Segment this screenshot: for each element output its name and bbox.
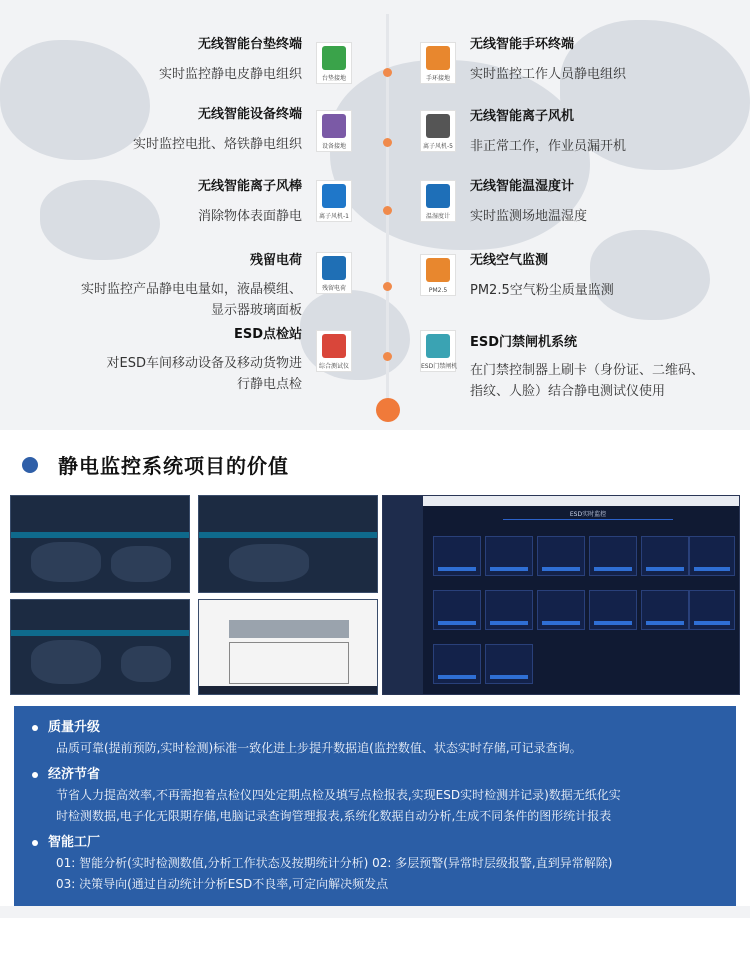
- fan-icon: 离子风机-5: [420, 110, 456, 152]
- value-info-panel: [14, 706, 736, 906]
- feature-title: 无线智能离子风棒: [197, 179, 302, 194]
- feature-desc: 行静电点检: [236, 377, 302, 392]
- info-text: 节省人力提高效率,不再需抱着点检仪四处定期点检及填写点检报表,实现ESD实时检测并记录)数据无纸化实: [56, 788, 621, 802]
- feature-desc: 消除物体表面静电: [197, 209, 302, 224]
- info-text: 01: 智能分析(实时检测数值,分析工作状态及按期统计分析) 02: 多层预警(异常时层级报警,直到异常解除): [56, 856, 613, 870]
- feature-ion-fan: [470, 108, 626, 157]
- info-quality: [48, 718, 736, 759]
- info-smart-factory: [48, 833, 736, 895]
- feature-wrist-strap: [470, 36, 626, 85]
- feature-residual-charge: [81, 252, 302, 321]
- feature-desc: 非正常工作，作业员漏开机: [470, 139, 627, 154]
- test-station-icon: 综合测试仪: [316, 330, 352, 372]
- feature-esd-check-station: [107, 326, 302, 395]
- screenshot-map-1: [10, 495, 190, 593]
- feature-desc: 实时监测场地温湿度: [470, 209, 588, 224]
- section-title: 静电监控系统项目的价值: [58, 454, 289, 478]
- screenshot-collage: [10, 495, 740, 700]
- feature-title: ESD点检站: [233, 327, 302, 342]
- dashboard-title: ESD实时监控: [503, 510, 673, 520]
- feature-desc: 实时监控静电皮静电组织: [158, 67, 302, 82]
- info-text: 品质可靠(提前预防,实时检测)标准一致化进上步提升数据追(监控数值、状态实时存储,可记录查询。: [56, 741, 582, 755]
- feature-desc: 在门禁控制器上刷卡（身份证、二维码、: [470, 363, 705, 378]
- lightning-icon: 残留电荷: [316, 252, 352, 294]
- feature-desk-mat: [159, 36, 302, 85]
- wrist-strap-icon: 手环接地: [420, 42, 456, 84]
- ionizer-icon: 离子风机-1: [316, 180, 352, 222]
- feature-ion-bar: [198, 178, 302, 227]
- timeline-end-dot: [376, 398, 400, 422]
- feature-title: 无线智能设备终端: [197, 107, 302, 122]
- feature-title: 无线智能温湿度计: [470, 179, 575, 194]
- air-monitor-icon: PM2.5: [420, 254, 456, 296]
- feature-title: 无线智能离子风机: [470, 109, 575, 124]
- screenshot-map-2: [198, 495, 378, 593]
- desk-mat-icon: 台垫接地: [316, 42, 352, 84]
- feature-title: 无线智能台垫终端: [197, 37, 302, 52]
- heading-bullet-icon: [22, 457, 38, 473]
- feature-thermo-hygrometer: [470, 178, 587, 227]
- feature-section: [0, 0, 750, 430]
- timeline-dot: [383, 282, 392, 291]
- info-heading: 智能工厂: [48, 833, 736, 853]
- thermometer-icon: 温湿度计: [420, 180, 456, 222]
- info-economy: [48, 765, 736, 827]
- info-heading: 经济节省: [48, 765, 736, 785]
- screenshot-map-3: [10, 599, 190, 695]
- feature-air-monitor: [470, 252, 614, 301]
- gate-icon: ESD门禁闸机: [420, 330, 456, 372]
- timeline-dot: [383, 352, 392, 361]
- feature-desc: 显示器玻璃面板: [210, 303, 302, 318]
- feature-desc: 实时监控工作人员静电组织: [470, 67, 627, 82]
- feature-title: 残留电荷: [249, 253, 302, 268]
- feature-desc: PM2.5空气粉尘质量监测: [470, 283, 614, 298]
- feature-desc: 指纹、人脸）结合静电测试仪使用: [470, 384, 666, 399]
- feature-esd-gate: [470, 334, 704, 402]
- screenshot-dashboard: [382, 495, 740, 695]
- timeline-dot: [383, 138, 392, 147]
- info-heading: 质量升级: [48, 718, 736, 738]
- feature-desc: 对ESD车间移动设备及移动货物进: [106, 356, 302, 371]
- feature-device-terminal: [133, 106, 302, 155]
- feature-desc: 实时监控电批、烙铁静电组织: [132, 137, 302, 152]
- info-text: 03: 决策导向(通过自动统计分析ESD不良率,可定向解决频发点: [56, 877, 389, 891]
- soldering-robot-icon: 设备接地: [316, 110, 352, 152]
- world-map-shape: [0, 40, 150, 160]
- feature-title: 无线空气监测: [470, 253, 549, 268]
- feature-desc: 实时监控产品静电电量如，液晶模组、: [80, 282, 302, 297]
- info-text: 时检测数据,电子化无限期存储,电脑记录查询管理报表,系统化数据自动分析,生成不同条件的图形统计报表: [56, 809, 612, 823]
- bottom-strip: [0, 906, 750, 918]
- feature-title: 无线智能手环终端: [470, 37, 575, 52]
- timeline-dot: [383, 68, 392, 77]
- world-map-shape: [40, 180, 160, 260]
- feature-title: ESD门禁闸机系统: [470, 335, 578, 350]
- screenshot-report: [198, 599, 378, 695]
- section-heading: [22, 450, 289, 479]
- timeline-dot: [383, 206, 392, 215]
